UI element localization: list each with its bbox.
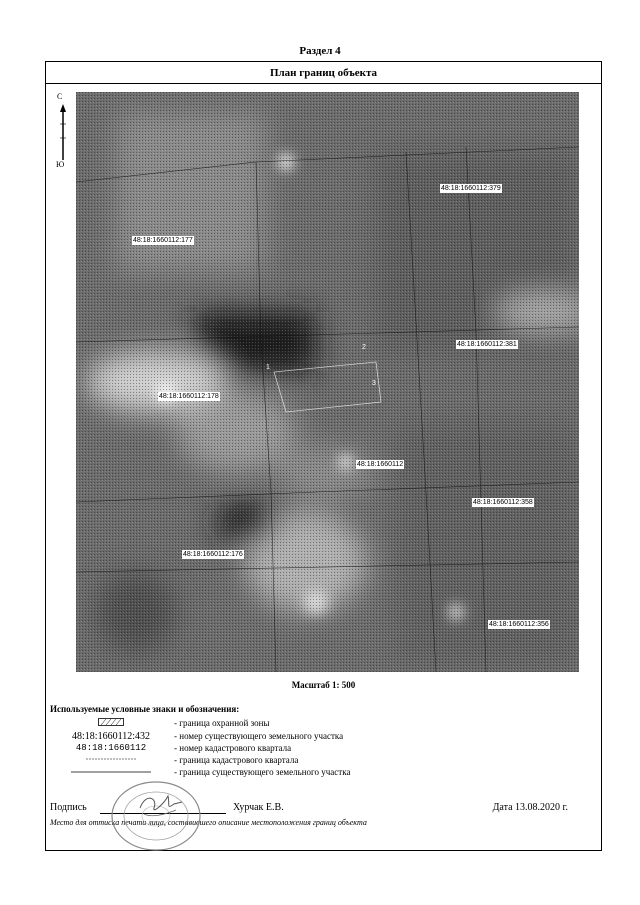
cadastral-label: 48:18:1660112:358 — [473, 499, 533, 506]
quarter-boundary-line-icon — [86, 755, 136, 763]
hatched-box-icon — [98, 718, 124, 726]
map-image — [76, 92, 579, 672]
legend-item — [50, 743, 590, 754]
cadastral-label: 48:18:1660112 — [357, 461, 404, 468]
cadastral-label: 48:18:1660112:178 — [159, 393, 219, 400]
point-label: 2 — [362, 344, 366, 351]
south-label: Ю — [56, 160, 65, 169]
legend-text: - номер существующего земельного участка — [174, 731, 344, 741]
legend-item — [50, 755, 590, 766]
plan-frame — [45, 61, 602, 851]
legend-symbol-protection-zone — [50, 718, 172, 729]
legend-text: - граница охранной зоны — [174, 718, 270, 728]
legend-item — [50, 731, 590, 742]
point-label: 3 — [372, 380, 376, 387]
north-arrow-icon — [60, 104, 66, 160]
legend-text: - граница существующего земельного участка — [174, 767, 351, 777]
signer-name: Хурчак Е.В. — [233, 802, 284, 813]
cadastral-label: 48:18:1660112:176 — [183, 551, 243, 558]
legend-symbol-parcel-boundary — [50, 767, 172, 778]
legend-symbol-parcel-number: 48:18:1660112:432 — [72, 731, 150, 742]
signature-line — [100, 813, 226, 814]
legend-symbol-quarter-number: 48:18:1660112 — [75, 743, 147, 753]
stamp-note: Место для оттиска печати лица, составившего описание местоположения границ объекта — [50, 818, 367, 827]
legend-item — [50, 718, 590, 729]
cadastral-label: 48:18:1660112:356 — [489, 621, 549, 628]
signature-row — [50, 802, 598, 816]
cadastral-label: 48:18:1660112:177 — [133, 237, 193, 244]
legend-text: - номер кадастрового квартала — [174, 743, 292, 753]
legend-item — [50, 767, 590, 778]
plan-title: План границ объекта — [46, 62, 601, 84]
legend-text: - граница кадастрового квартала — [174, 755, 299, 765]
signature-date: Дата 13.08.2020 г. — [492, 802, 568, 813]
north-arrow — [54, 92, 70, 172]
satellite-map — [76, 92, 579, 672]
signature-label: Подпись — [50, 802, 87, 813]
north-label: С — [57, 92, 63, 101]
section-title: Раздел 4 — [299, 45, 341, 57]
point-label: 1 — [266, 364, 270, 371]
legend-title: Используемые условные знаки и обозначения: — [50, 704, 240, 714]
map-scale: Масштаб 1: 500 — [291, 680, 356, 690]
legend-symbol-quarter-boundary — [50, 755, 172, 766]
cadastral-label: 48:18:1660112:379 — [441, 185, 501, 192]
parcel-boundary-line-icon — [71, 767, 151, 775]
cadastral-label: 48:18:1660112:381 — [457, 341, 517, 348]
